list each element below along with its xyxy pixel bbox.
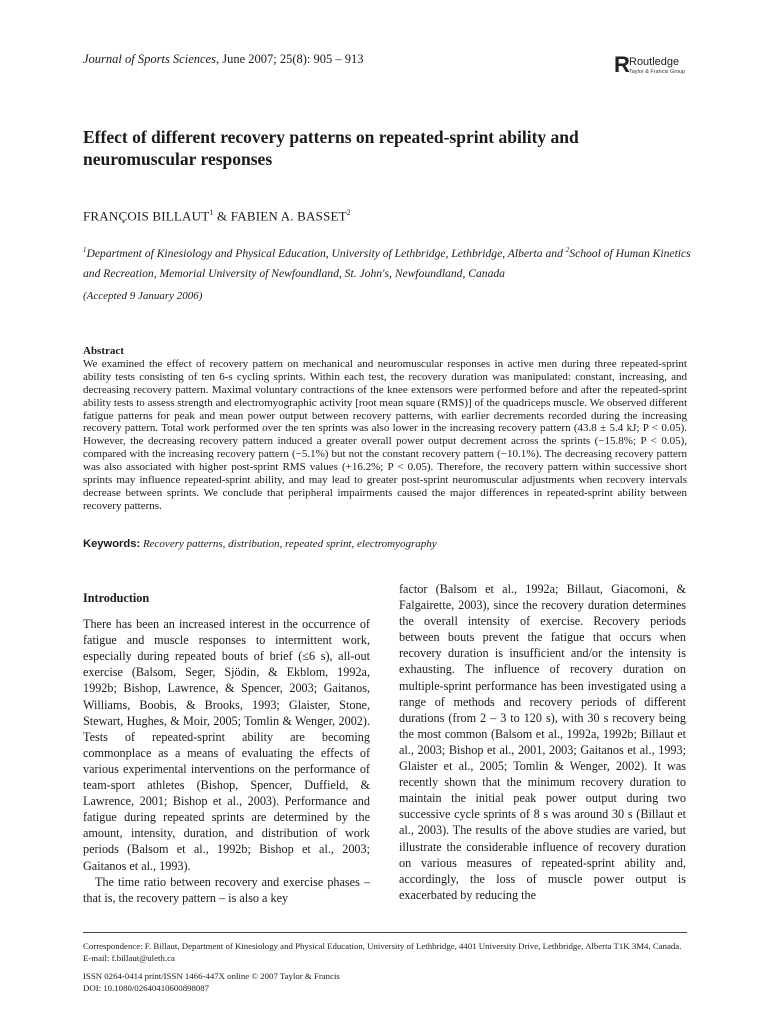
- section-heading-introduction: Introduction: [83, 591, 150, 605]
- keywords: [83, 538, 437, 550]
- column-left: [83, 590, 370, 906]
- column-right: [399, 581, 686, 903]
- affil-1-marker: 1: [83, 246, 87, 254]
- footer-divider: [83, 932, 687, 933]
- abstract-text: We examined the effect of recovery pattern on mechanical and neuromuscular responses in active men during three repeated-sprint ability tests consisting of ten 6-s cycling sprints. Within each test, the recovery duration was manipulated: constant, increasing, and decreasing recovery pattern. Maximal voluntary contractions of the knee extensors were performed before and after the repeated-sprint ability tests to assess strength and electromyographic activity [root mean square (RMS)] of the quadriceps muscle. We observed different fatigue patterns for peak and mean power output between recovery patterns, with earlier decrements recorded during the increasing recovery pattern. Total work performed over the ten sprints was also lower in the increasing recovery pattern (43.8 ± 5.4 kJ; P < 0.05). However, the decreasing recovery pattern induced a greater overall power output decrement across the sprints (−15.8%; P < 0.05), compared with the increasing recovery pattern (−5.1%) but not the constant recovery pattern (−10.1%). The decreasing recovery pattern was also associated with higher post-sprint RMS values (+16.2%; P < 0.05). Therefore, the recovery pattern within successive short sprints may influence repeated-sprint ability, and may lead to greater post-sprint neuromuscular adjustments when recovery intervals decrease between sprints. We conclude that peripheral impairments caused the major differences in repeated-sprint ability between recovery patterns.: [83, 357, 687, 512]
- abstract: [83, 345, 687, 513]
- keywords-text: Recovery patterns, distribution, repeated sprint, electromyography: [142, 538, 437, 550]
- correspondence: Correspondence: F. Billaut, Department of Kinesiology and Physical Education, University of Lethbridge, 4401 University Drive, Lethbridge, Alberta T1K 3M4, Canada. E-mail: f.billaut@uleth.ca: [83, 941, 682, 963]
- paper-title: Effect of different recovery patterns on repeated-sprint ability and neuromuscular responses: [83, 127, 579, 169]
- journal-citation: [83, 52, 364, 67]
- affiliations: [83, 240, 693, 284]
- intro-paragraph-3: factor (Balsom et al., 1992a; Billaut, Giacomoni, & Falgairette, 2003), since the recovery duration determines the overall intensity of exercise. Recovery periods between bouts prevent the fatigue that occurs when recovery duration is insufficient and/or the intensity is exhausting. The influence of recovery duration on multiple-sprint performance has been investigated using a range of methods and recovery periods of different durations (from 2 – 3 to 120 s), with 30 s recovery being the most common (Balsom et al., 1992a, 1992b; Billaut et al., 2003; Bishop et al., 2001, 2003; Gaitanos et al., 1993; Glaister et al., 2005; Tomlin & Wenger, 2002). It was recently shown that the minimum recovery duration to maintain the initial peak power output during two successive cycle sprints of 8 s was around 30 s (Billaut et al., 2003). The results of the above studies are varied, but illustrate the considerable influence of recovery duration on various measures of repeated-sprint ability and, accordingly, the loss of muscle power output is exacerbated by reducing the: [399, 582, 686, 902]
- author-2-affil: 2: [346, 208, 351, 217]
- author-1-affil: 1: [209, 208, 214, 217]
- keywords-label: Keywords:: [83, 538, 141, 550]
- abstract-heading: Abstract: [83, 345, 124, 357]
- accepted-date: (Accepted 9 January 2006): [83, 290, 203, 302]
- journal-info: , June 2007; 25(8): 905 – 913: [215, 52, 364, 66]
- routledge-r-icon: R: [614, 52, 630, 77]
- doi: DOI: 10.1080/02640410600898087: [83, 983, 210, 993]
- affil-2: School of Human Kinetics and Recreation, Memorial University of Newfoundland, St. John's, Newfoundland, Canada: [83, 246, 691, 280]
- affil-2-marker: 2: [565, 246, 570, 254]
- publisher-group: Taylor & Francis Group: [629, 69, 686, 75]
- issn: ISSN 0264-0414 print/ISSN 1466-447X online © 2007 Taylor & Francis: [83, 971, 340, 981]
- author-list: [83, 208, 351, 224]
- affil-1: Department of Kinesiology and Physical Education, University of Lethbridge, Lethbridge, Alberta and: [86, 246, 566, 260]
- publisher-logo: [614, 54, 694, 80]
- publisher-name: Routledge: [629, 56, 680, 68]
- intro-paragraph-1: There has been an increased interest in the occurrence of fatigue and muscle responses to intermittent work, especially during repeated bouts of brief (≤6 s), all-out exercise (Balsom, Seger, Sjödin, & Ekblom, 1992a, 1992b; Bishop, Lawrence, & Spencer, 2003; Gaitanos, Williams, Boobis, & Brooks, 1993; Glaister, Stone, Stewart, Hughes, & Moir, 2005; Tomlin & Wenger, 2002). Tests of repeated-sprint ability are becoming commonplace as a means of evaluating the effects of various experimental interventions on the performance of team-sport athletes (Bishop, Spencer, Duffield, & Lawrence, 2001; Bishop et al., 2003). Performance and fatigue during repeated sprints are determined by the amount, intensity, duration, and distribution of work periods (Balsom et al., 1992b; Bishop et al., 2003; Gaitanos et al., 1993).: [83, 617, 370, 873]
- author-and: &: [213, 208, 231, 224]
- footer: [83, 940, 687, 994]
- author-2: FABIEN A. BASSET: [230, 208, 347, 224]
- author-1: FRANÇOIS BILLAUT: [83, 208, 210, 224]
- journal-name: Journal of Sports Sciences: [83, 52, 216, 66]
- intro-paragraph-2: The time ratio between recovery and exercise phases – that is, the recovery pattern – is also a key: [83, 874, 370, 905]
